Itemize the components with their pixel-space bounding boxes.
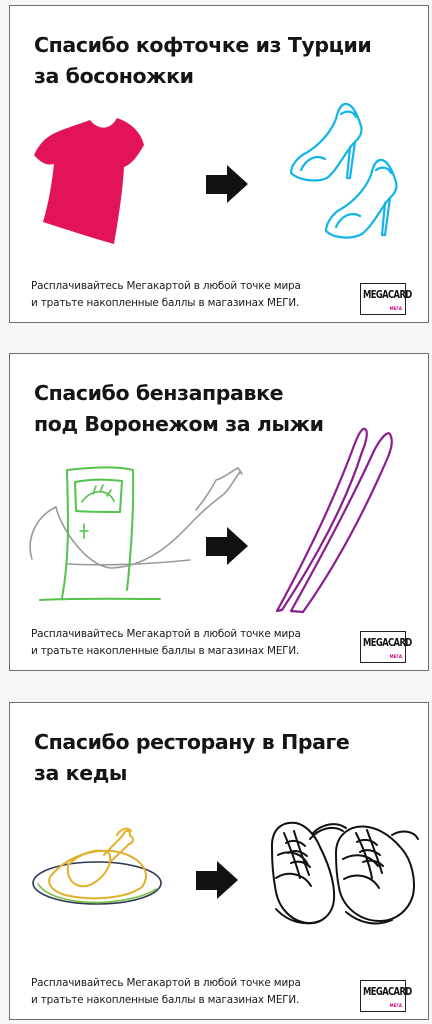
footer-line: и тратьте накопленные баллы в магазинах МЕГИ. (31, 645, 300, 657)
footer-line: Расплачивайтесь Мегакартой в любой точке мира (31, 280, 301, 292)
skis-icon (277, 429, 392, 612)
gas-pump-icon (30, 467, 242, 600)
arrow-icon (206, 527, 248, 565)
megacard-logo (360, 631, 412, 663)
megacard-logo (360, 283, 412, 315)
illustration (10, 354, 430, 672)
ad-card-restaurant (9, 702, 429, 1020)
footer-text (31, 626, 361, 660)
illustration (10, 703, 430, 1021)
logo-wordmark: MEGACARD (363, 635, 412, 649)
ad-card-gas-station (9, 353, 429, 671)
t-shirt-icon (34, 118, 144, 244)
arrow-icon (206, 165, 248, 203)
logo-wordmark: MEGACARD (363, 287, 412, 301)
logo-wordmark: MEGACARD (363, 984, 412, 998)
arrow-icon (196, 861, 238, 899)
headline-line: Спасибо кофточке из Турции (34, 33, 372, 57)
megacard-logo (360, 980, 412, 1012)
footer-line: и тратьте накопленные баллы в магазинах МЕГИ. (31, 994, 300, 1006)
footer-line: Расплачивайтесь Мегакартой в любой точке мира (31, 977, 301, 989)
headline-line: за кеды (34, 761, 127, 785)
footer-line: и тратьте накопленные баллы в магазинах МЕГИ. (31, 297, 300, 309)
headline-line: Спасибо бензаправке (34, 381, 284, 405)
logo-submark: МЕГА (389, 306, 402, 311)
sneakers-icon (272, 823, 418, 924)
headline-line: за босоножки (34, 64, 194, 88)
high-heels-icon (291, 104, 397, 238)
footer-line: Расплачивайтесь Мегакартой в любой точке мира (31, 628, 301, 640)
illustration (10, 6, 430, 324)
headline-line: под Воронежом за лыжи (34, 412, 324, 436)
logo-submark: МЕГА (389, 654, 402, 659)
ad-card-blouse (9, 5, 429, 323)
footer-text (31, 278, 361, 312)
footer-text (31, 975, 361, 1009)
logo-submark: МЕГА (389, 1003, 402, 1008)
roast-chicken-icon (33, 829, 161, 904)
headline-line: Спасибо ресторану в Праге (34, 730, 350, 754)
